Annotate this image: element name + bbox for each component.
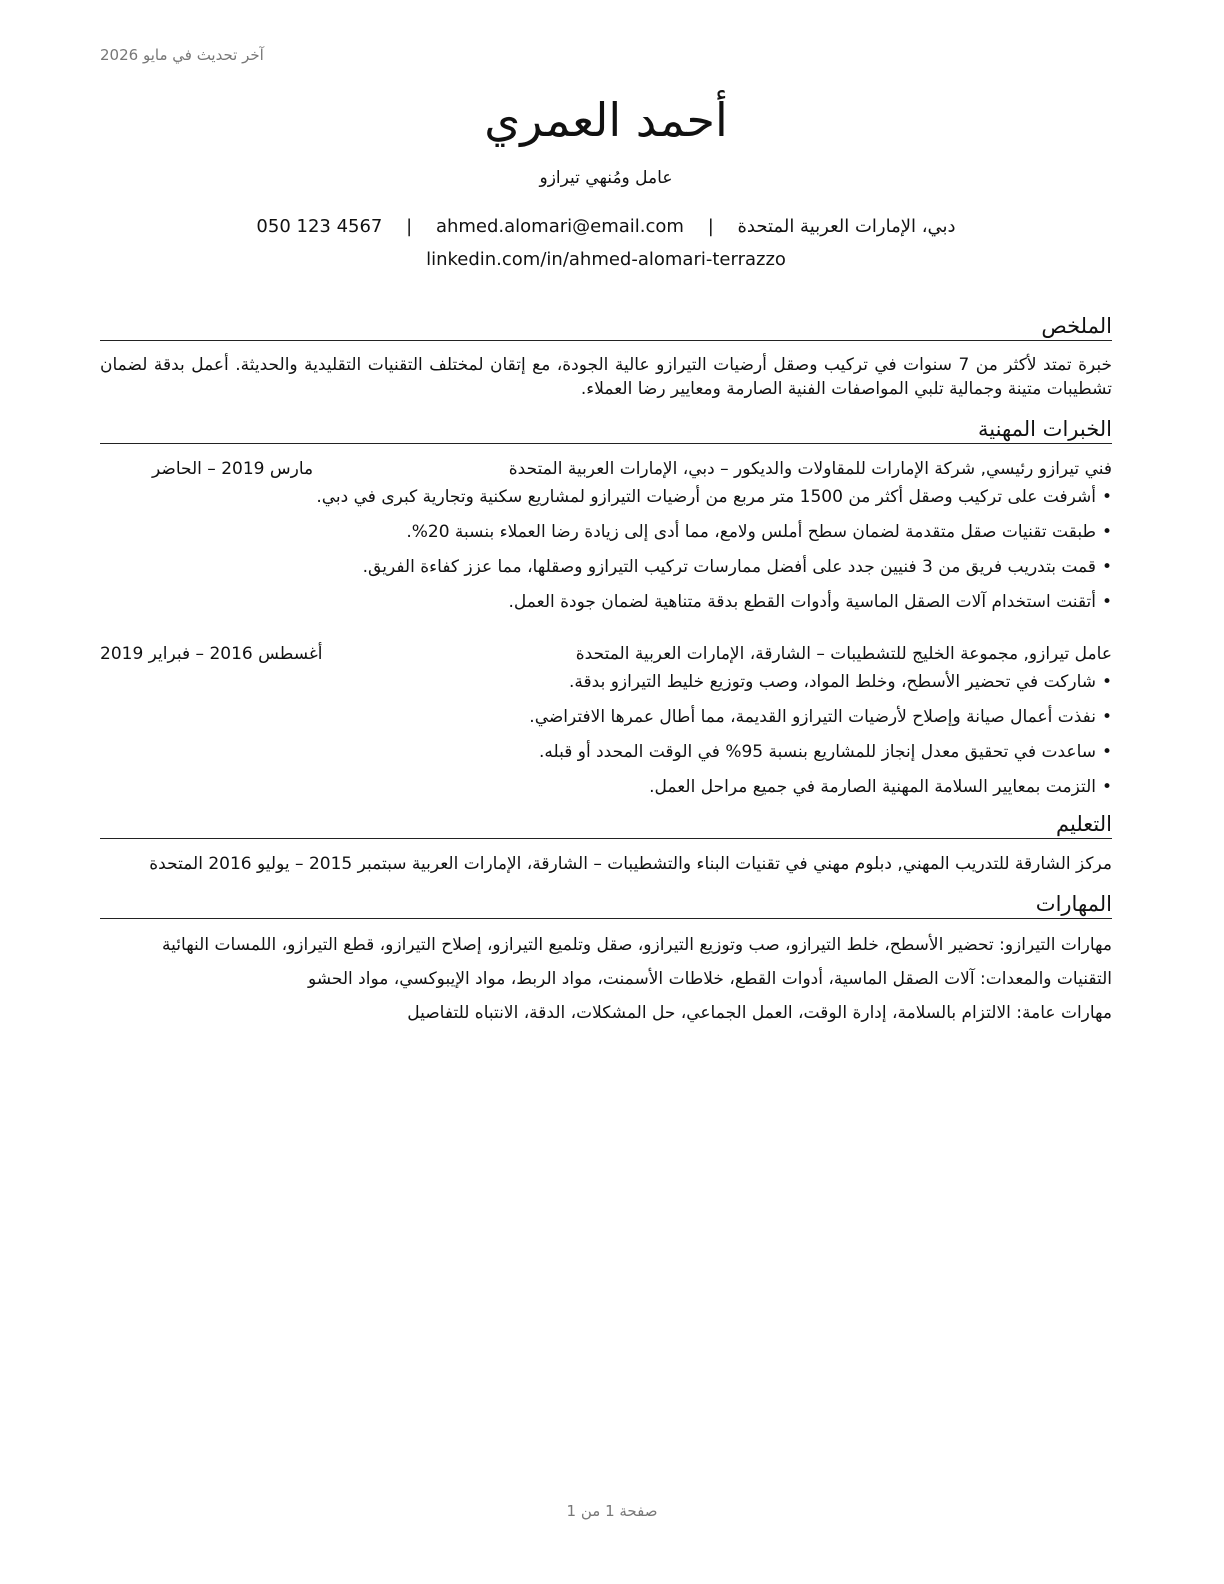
summary-section — [100, 312, 1112, 401]
list-item: • شاركت في تحضير الأسطح، وخلط المواد، وصب وتوزيع خليط التيرازو بدقة. — [569, 672, 1112, 692]
bullet-icon: • — [1101, 672, 1112, 692]
summary-heading: الملخص — [100, 312, 1112, 341]
list-item: • طبقت تقنيات صقل متقدمة لضمان سطح أملس ولامع، مما أدى إلى زيادة رضا العملاء بنسبة 20%. — [406, 522, 1112, 542]
skills-line: التقنيات والمعدات: آلات الصقل الماسية، أدوات القطع، خلاطات الأسمنت، مواد الربط، مواد الإيبوكسي، مواد الحشو — [307, 969, 1112, 989]
resume-header — [100, 88, 1112, 272]
job-dates: أغسطس 2016 – فبراير 2019 — [100, 644, 323, 664]
list-item: • أتقنت استخدام آلات الصقل الماسية وأدوات القطع بدقة متناهية لضمان جودة العمل. — [508, 592, 1112, 612]
bullet-icon: • — [1101, 487, 1112, 507]
candidate-name: أحمد العمري — [484, 93, 728, 147]
skills-heading: المهارات — [100, 890, 1112, 919]
resume-body — [100, 312, 1112, 1035]
bullet-icon: • — [1101, 777, 1112, 797]
contact-linkedin[interactable]: linkedin.com/in/ahmed-alomari-terrazzo — [426, 249, 786, 270]
job-header — [100, 642, 1112, 666]
last-updated-note: آخر تحديث في مايو 2026 — [100, 46, 264, 64]
job-bullets — [100, 485, 1112, 614]
experience-heading: الخبرات المهنية — [100, 415, 1112, 444]
contact-separator: | — [406, 216, 413, 237]
list-item: • ساعدت في تحقيق معدل إنجاز للمشاريع بنسبة 95% في الوقت المحدد أو قبله. — [538, 742, 1112, 762]
bullet-icon: • — [1101, 707, 1112, 727]
education-section — [100, 810, 1112, 876]
job-dates: مارس 2019 – الحاضر — [152, 459, 314, 479]
education-heading: التعليم — [100, 810, 1112, 839]
list-item: • نفذت أعمال صيانة وإصلاح لأرضيات التيرازو القديمة، مما أطال عمرها الافتراضي. — [529, 707, 1112, 727]
contact-line — [100, 215, 1112, 239]
job-role-company: عامل تيرازو, مجموعة الخليج للتشطيبات – الشارقة، الإمارات العربية المتحدة — [575, 644, 1112, 664]
job-header — [100, 457, 1112, 481]
list-item: • أشرفت على تركيب وصقل أكثر من 1500 متر مربع من أرضيات التيرازو لمشاريع سكنية وتجارية كبرى في دبي. — [316, 487, 1112, 507]
job-entry — [100, 642, 1112, 799]
bullet-icon: • — [1101, 742, 1112, 762]
contact-email[interactable]: ahmed.alomari@email.com — [435, 216, 684, 237]
job-entry — [100, 457, 1112, 614]
list-item: • التزمت بمعايير السلامة المهنية الصارمة في جميع مراحل العمل. — [649, 777, 1112, 797]
contact-phone: 050 123 4567 — [256, 216, 383, 237]
bullet-icon: • — [1101, 557, 1112, 577]
skills-line: مهارات عامة: الالتزام بالسلامة، إدارة الوقت، العمل الجماعي، حل المشكلات، الدقة، الانتباه للتفاصيل — [407, 1003, 1112, 1023]
contact-location: دبي، الإمارات العربية المتحدة — [737, 216, 956, 237]
contact-separator: | — [707, 216, 714, 237]
job-bullets — [100, 670, 1112, 799]
skills-line: مهارات التيرازو: تحضير الأسطح، خلط التيرازو، صب وتوزيع التيرازو، صقل وتلميع التيرازو، إصلاح التيرازو، قطع التيرازو، اللمسات النهائية — [162, 935, 1112, 955]
skills-section — [100, 890, 1112, 1025]
bullet-icon: • — [1101, 522, 1112, 542]
bullet-icon: • — [1101, 592, 1112, 612]
page-number: صفحة 1 من 1 — [566, 1502, 658, 1520]
list-item: • قمت بتدريب فريق من 3 فنيين جدد على أفضل ممارسات تركيب التيرازو وصقلها، مما عزز كفاءة الفريق. — [362, 557, 1112, 577]
experience-section — [100, 415, 1112, 799]
candidate-title: عامل ومُنهي تيرازو — [539, 168, 673, 188]
summary-text: خبرة تمتد لأكثر من 7 سنوات في تركيب وصقل أرضيات التيرازو عالية الجودة، مع إتقان لمختلف التقنيات التقليدية والحديثة. أعمل بدقة لضمان تشطيبات متينة وجمالية تلبي المواصفات الفنية الصارمة ومعايير رضا العملاء. — [100, 355, 1113, 399]
education-entry: مركز الشارقة للتدريب المهني, دبلوم مهني في تقنيات البناء والتشطيبات – الشارقة، الإمارات العربية سبتمبر 2015 – يوليو 2016 المتحدة — [149, 854, 1112, 874]
job-role-company: فني تيرازو رئيسي, شركة الإمارات للمقاولات والديكور – دبي، الإمارات العربية المتحدة — [508, 459, 1112, 479]
